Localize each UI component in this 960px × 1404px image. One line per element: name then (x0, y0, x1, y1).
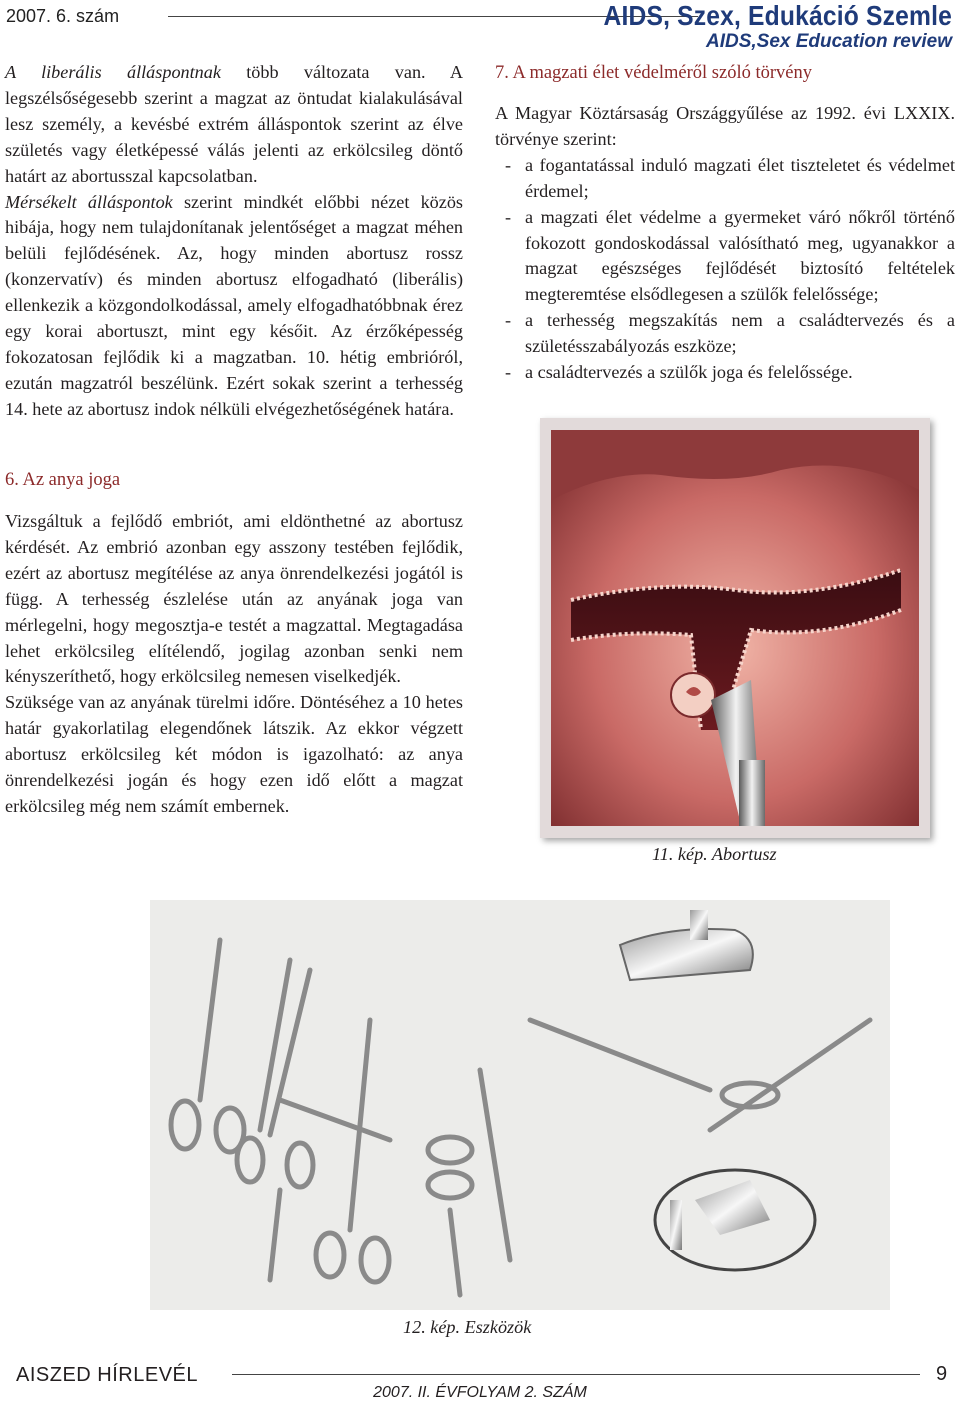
footer-volume: 2007. II. ÉVFOLYAM 2. SZÁM (373, 1384, 587, 1401)
figure-abortion-illustration (540, 418, 930, 838)
section-6-title: 6. Az anya joga (5, 470, 121, 490)
uterus-illustration (551, 430, 919, 826)
issue-date: 2007. 6. szám (6, 6, 120, 26)
paragraph-liberal (5, 60, 463, 190)
law-list (495, 153, 955, 386)
section-6-paragraph-1: Vizsgáltuk a fejlődő embriót, ami eldönthetné az abortusz kérdését. Az embrió azonban egy asszony testében fejlődik, ezért az abortusz megítélése az anya önrendelkezési jogától is függ. A terhesség észlelése után az anyának joga van mérlegelni, hogy megosztja-e testét a magzattal. Megtagadása lehet erkölcsileg elítélendő, jogilag azonban senki nem kényszeríthető, hogy erkölcsileg nemesen viselkedjék. (5, 511, 463, 687)
paragraph-moderate-text: szerint mindkét előbbi nézet közös hibája, hogy nem tulajdonítanak jelentőséget a magzat méhen belüli fejlődésének. Az, hogy minden abortusz rossz (konzervatív) és minden abortusz elfogadható (liberális) ellenkezik a közgondolkodással, amely elfogadhatóbbnak érez egy korai abortuszt, mint egy későit. Az érzőképesség fokozatosan fejlődik ki a magzatban. 10. hétig embrióról, ezután magzatról beszélünk. Ezért sokak szerint a terhesség 14. hete az abortusz indok nélküli elvégezhetőségének határa. (5, 191, 464, 419)
law-list-item: - a terhesség megszakítás nem a családtervezés és a születésszabályozás eszköze; (495, 308, 955, 360)
paragraph-liberal-text: több változata van. A legszélsőségesebb szerint a magzat az öntudat kialakulásával lesz személy, a kevésbé extrém álláspontok szerint az élve születés vagy életképessé válás jelenti az erkölcsileg döntő határt az abortusszal kapcsolatban. (5, 62, 463, 186)
figure-12-caption: 12. kép. Eszközök (403, 1317, 532, 1337)
law-list-item: - a magzati élet védelme a gyermeket váró nőkről történő fokozott gondoskodással valósítható meg, ugyanakkor a magzat egészséges fejlődését biztosító feltételek megteremtése elsődlegesen a szülők felelőssége; (495, 205, 955, 309)
figure-11-caption: 11. kép. Abortusz (652, 844, 777, 864)
journal-title: AIDS, Szex, Edukáció Szemle (603, 0, 952, 31)
left-column (5, 60, 463, 423)
page-number: 9 (936, 1363, 948, 1385)
term-moderate: Mérsékelt álláspontok (5, 191, 173, 212)
figure-instruments-photo (150, 900, 890, 1310)
section-7-title: 7. A magzati élet védelméről szóló törvény (495, 63, 812, 83)
section-6-paragraph-2: Szüksége van az anyának türelmi időre. Döntéséhez a 10 hetes határ gyakorlatilag elegendőnek látszik. Az ekkor végzett abortusz erkölcsileg két módon is igazolható: az anya önrendelkezési jogán és hogy ezen idő előtt a magzat erkölcsileg még nem számít embernek. (5, 692, 463, 816)
journal-subtitle: AIDS,Sex Education review (705, 31, 952, 52)
section-7-intro: A Magyar Köztársaság Országgyűlése az 1992. évi LXXIX. törvénye szerint: (495, 103, 955, 149)
paragraph-moderate (5, 190, 463, 423)
section-6-body (5, 509, 463, 820)
footer-rule (232, 1374, 920, 1375)
surgical-instruments (150, 900, 890, 1310)
law-list-item: - a családtervezés a szülők joga és felelőssége. (495, 360, 955, 386)
section-7-body (495, 101, 955, 386)
law-list-item: - a fogantatással induló magzati élet tiszteletet és védelmet érdemel; (495, 153, 955, 205)
term-liberal: A liberális álláspontnak (5, 62, 221, 82)
footer-publication: AISZED HÍRLEVÉL (16, 1364, 199, 1386)
